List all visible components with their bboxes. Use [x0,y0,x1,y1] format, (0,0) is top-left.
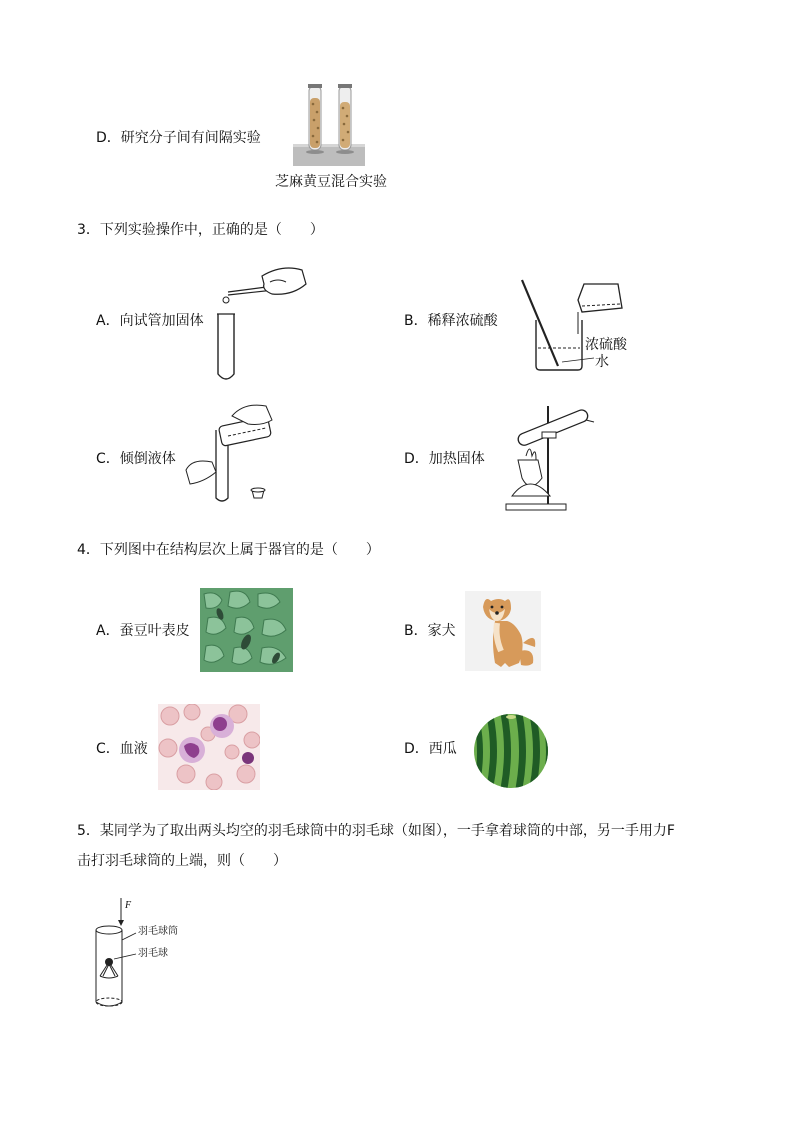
option-text: 加热固体 [428,451,485,467]
dilute-sulfuric-acid-image [518,278,634,374]
option-text: 家犬 [427,623,456,639]
option-letter: A． [96,623,120,639]
option-letter: C． [96,451,120,467]
q2-option-d[interactable] [96,129,261,147]
option-text: 向试管加固体 [119,313,204,329]
concentrated-sulfuric-acid-label: 浓硫酸 [585,337,627,353]
q3-option-c[interactable] [96,450,176,468]
heat-solid-apparatus-image [502,402,598,514]
q4-option-b[interactable] [404,622,456,640]
option-text: 倾倒液体 [119,451,176,467]
q5-stem-line1: 5．某同学为了取出两头均空的羽毛球筒中的羽毛球（如图），一手拿着球筒的中部，另一手用力F [77,823,675,839]
q4-option-a[interactable] [96,622,190,640]
q4-option-d[interactable] [404,740,457,758]
dog-image [465,591,541,671]
q3-stem: 3．下列实验操作中，正确的是（ ） [77,222,324,238]
option-text: 稀释浓硫酸 [427,313,498,329]
option-text: 研究分子间有间隔实验 [120,130,261,146]
blood-cells-image [158,704,260,790]
q2-figure-caption: 芝麻黄豆混合实验 [275,174,387,190]
option-text: 西瓜 [428,741,457,757]
option-letter: D． [96,130,121,146]
q3-option-d[interactable] [404,450,485,468]
option-letter: A． [96,313,120,329]
option-letter: D． [404,741,429,757]
option-text: 蚕豆叶表皮 [119,623,190,639]
option-letter: D． [404,451,429,467]
option-letter: C． [96,741,120,757]
broad-bean-leaf-epidermis-image [200,588,293,672]
option-letter: B． [404,313,428,329]
q4-stem: 4．下列图中在结构层次上属于器官的是（ ） [77,542,380,558]
tube-label: 羽毛球筒 [138,926,178,937]
option-text: 血液 [119,741,148,757]
sesame-soybean-tubes-image [293,84,365,168]
watermelon-image [472,711,550,791]
add-solid-to-test-tube-image [212,262,308,384]
q4-option-c[interactable] [96,740,148,758]
q3-option-b[interactable] [404,312,498,330]
q5-stem-line2: 击打羽毛球筒的上端，则（ ） [77,853,287,869]
water-label: 水 [595,354,609,370]
pour-liquid-image [182,402,276,502]
shuttlecock-label: 羽毛球 [138,948,168,959]
q3-option-a[interactable] [96,312,204,330]
option-letter: B． [404,623,428,639]
force-label: F [125,900,132,911]
